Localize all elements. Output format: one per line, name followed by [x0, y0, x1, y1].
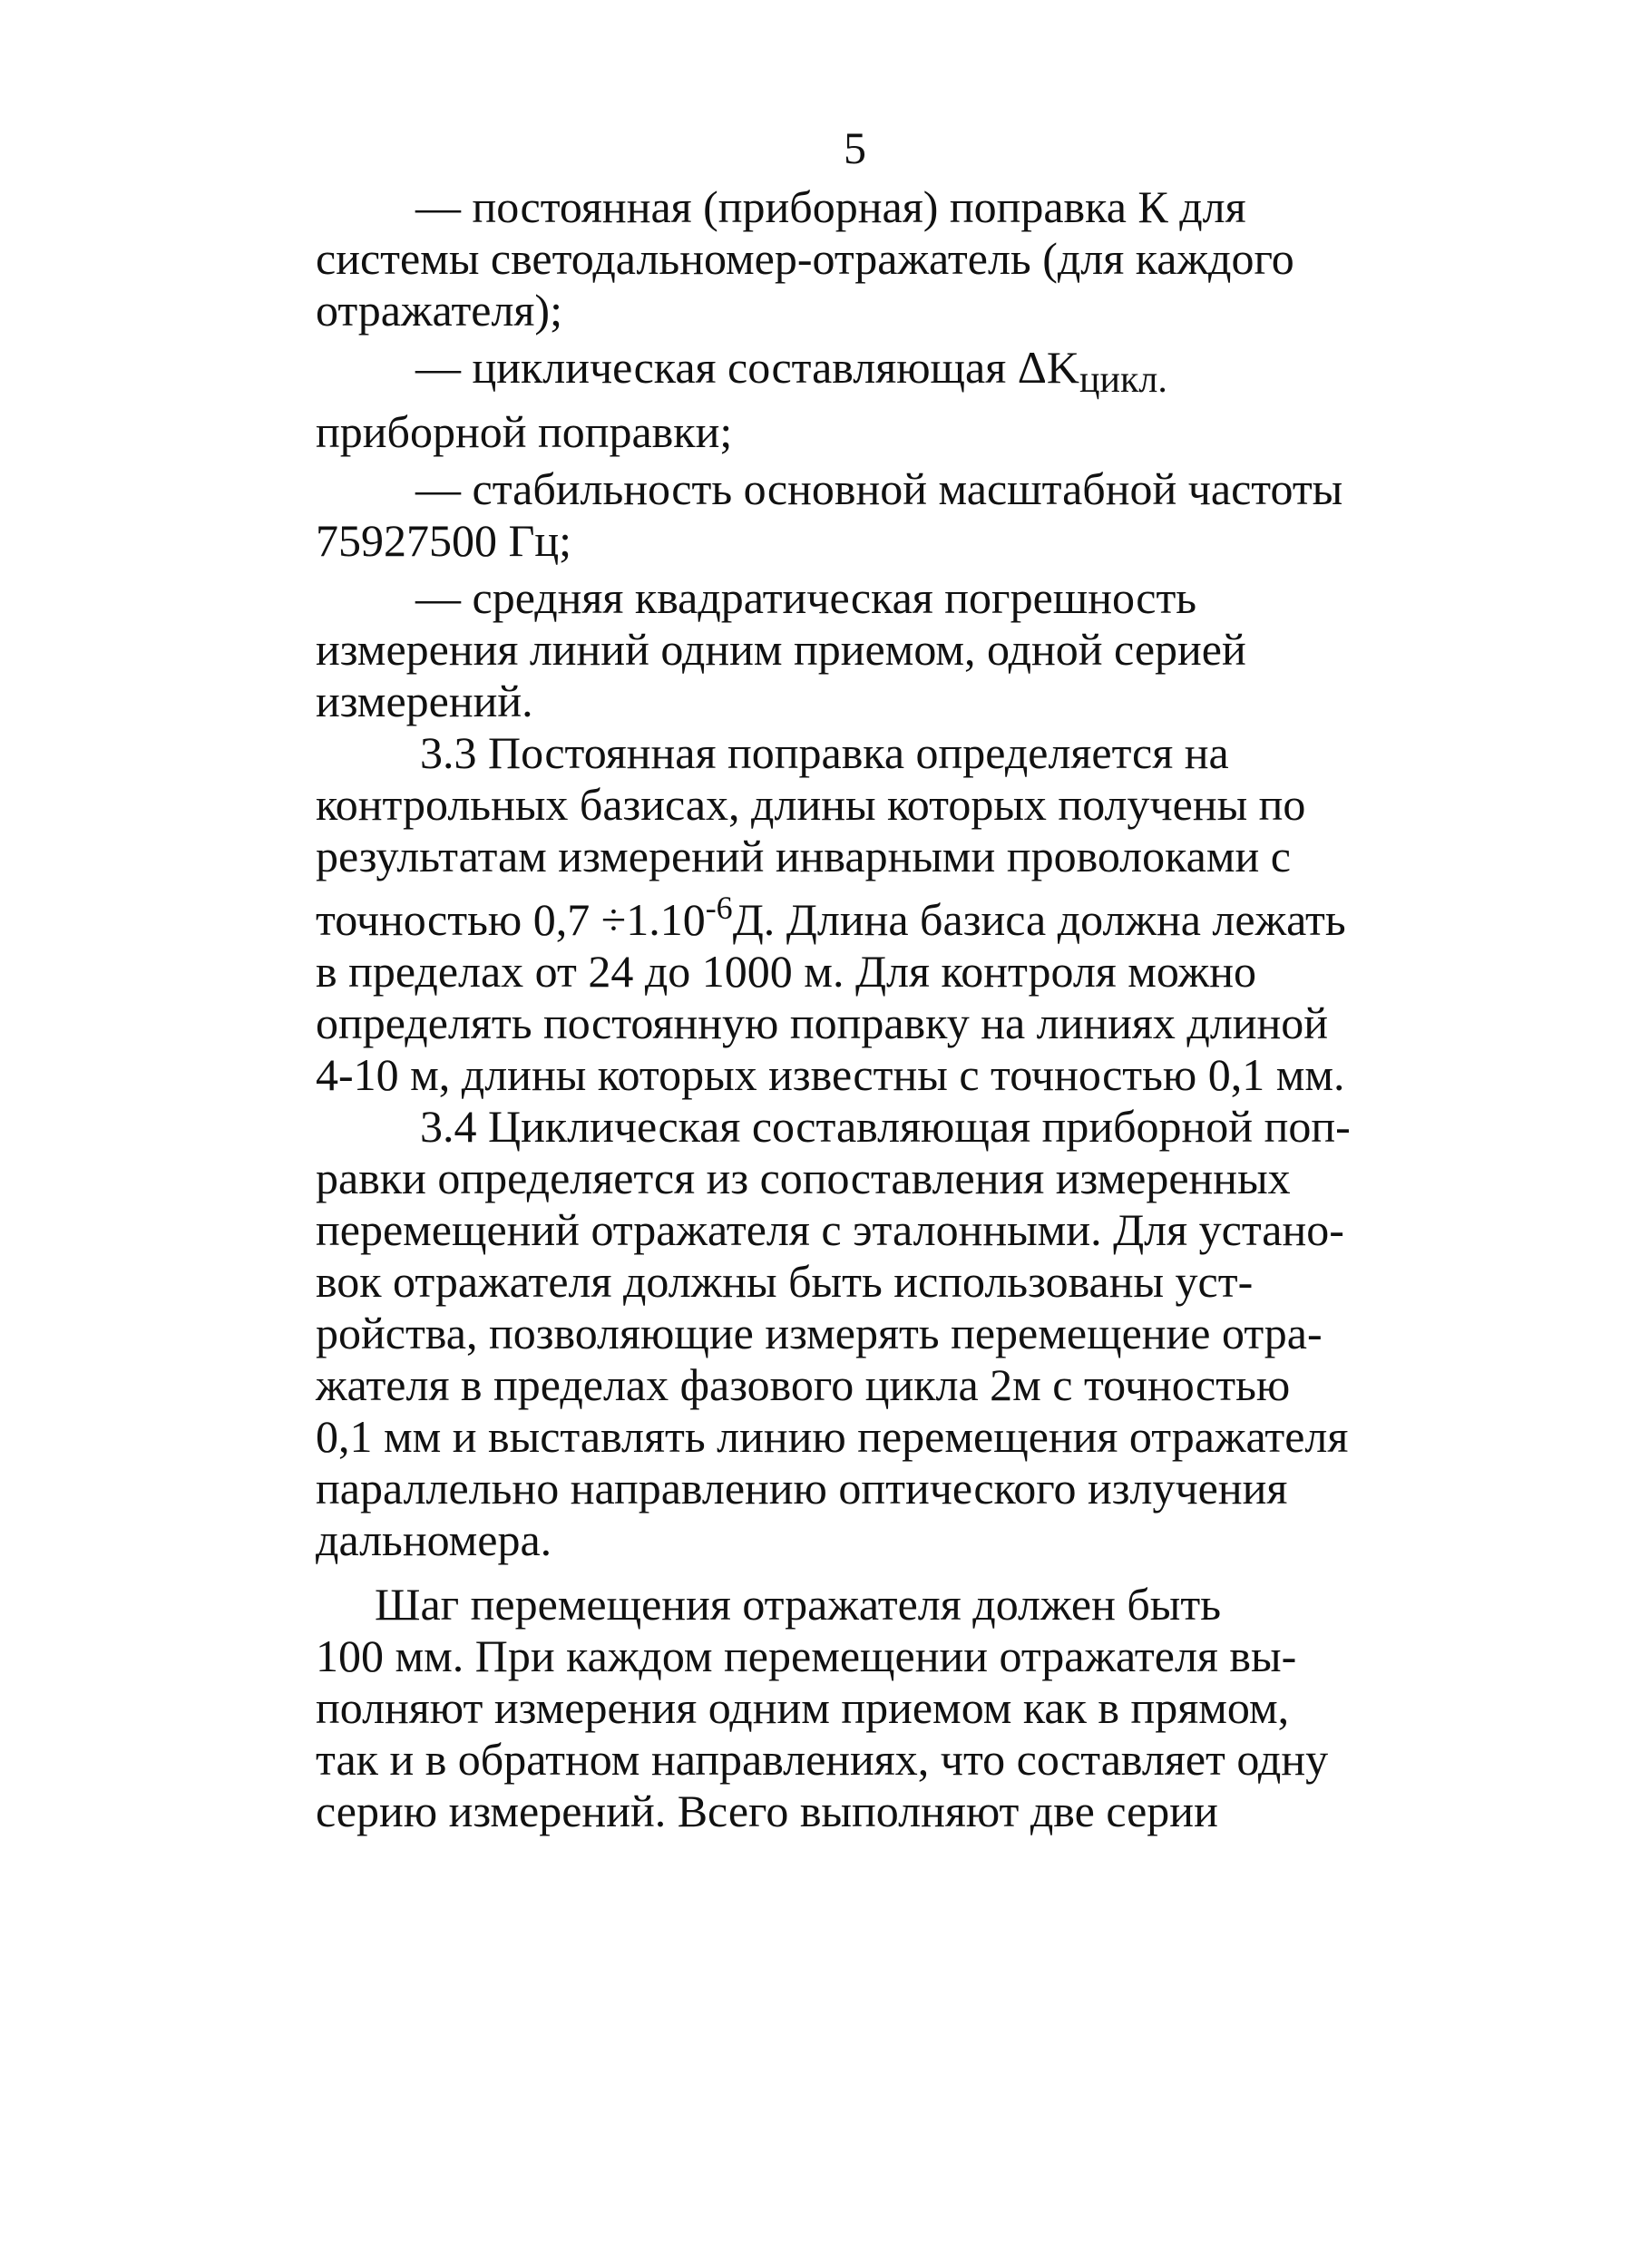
paragraph-frequency-stability [316, 463, 1459, 567]
text-line: отражателя); [316, 285, 562, 336]
text-line: системы светодальномер-отражатель (для каждого [316, 233, 1294, 284]
paragraph-section-3-3 [316, 727, 1459, 1101]
text-line: полняют измерения одним приемом как в прямом, [316, 1682, 1290, 1733]
text-line: 4-10 м, длины которых известны с точностью 0,1 мм. [316, 1049, 1345, 1100]
text-line: — стабильность основной масштабной частоты [415, 463, 1343, 514]
text-line: вок отражателя должны быть использованы уст- [316, 1256, 1254, 1307]
paragraph-cyclic-component [316, 342, 1459, 458]
page-number: 5 [844, 122, 866, 173]
paragraph-section-3-4 [316, 1101, 1459, 1566]
text-line: определять постоянную поправку на линиях длиной [316, 998, 1329, 1048]
text-line: так и в обратном направлениях, что составляет одну [316, 1734, 1329, 1785]
text-fragment: — циклическая составляющая ΔK [415, 342, 1080, 393]
paragraph-constant-correction [316, 181, 1459, 336]
text-line: 75927500 Гц; [316, 515, 572, 566]
text-line: перемещений отражателя с эталонными. Для устано- [316, 1204, 1344, 1255]
text-line: 100 мм. При каждом перемещении отражателя вы- [316, 1630, 1297, 1681]
text-line: — постоянная (приборная) поправка К для [415, 181, 1246, 232]
text-line: жателя в пределах фазового цикла 2м с точностью [316, 1359, 1291, 1410]
subscript: цикл. [1079, 359, 1167, 401]
text-line: результатам измерений инварными проволоками с [316, 831, 1291, 881]
paragraph-step-size [316, 1579, 1459, 1837]
text-line: дальномера. [316, 1514, 552, 1565]
text-line: 0,1 мм и выставлять линию перемещения отражателя [316, 1411, 1349, 1462]
text-line: ройства, позволяющие измерять перемещение отра- [316, 1308, 1323, 1358]
text-line: в пределах от 24 до 1000 м. Для контроля можно [316, 946, 1256, 997]
text-line [316, 342, 1459, 406]
text-fragment: точностью 0,7 ÷1.10 [316, 894, 706, 945]
text-line: серию измерений. Всего выполняют две серии [316, 1786, 1218, 1836]
paragraph-rms-error [316, 572, 1459, 727]
text-line: 3.3 Постоянная поправка определяется на [420, 727, 1229, 778]
text-fragment: Д. Длина базиса должна лежать [732, 894, 1346, 945]
text-line: Шаг перемещения отражателя должен быть [375, 1579, 1222, 1630]
text-line: параллельно направлению оптического излучения [316, 1463, 1288, 1514]
text-line: 3.4 Циклическая составляющая приборной поп- [420, 1101, 1351, 1152]
text-line: равки определяется из сопоставления измеренных [316, 1153, 1291, 1203]
body-text [316, 181, 1459, 1837]
text-line: контрольных базисах, длины которых получены по [316, 779, 1306, 830]
text-line: — средняя квадратическая погрешность [415, 572, 1197, 623]
text-line [316, 882, 1459, 946]
superscript: -6 [705, 890, 733, 926]
text-line: измерений. [316, 676, 533, 726]
text-line: измерения линий одним приемом, одной серией [316, 624, 1246, 675]
text-line: приборной поправки; [316, 406, 733, 457]
